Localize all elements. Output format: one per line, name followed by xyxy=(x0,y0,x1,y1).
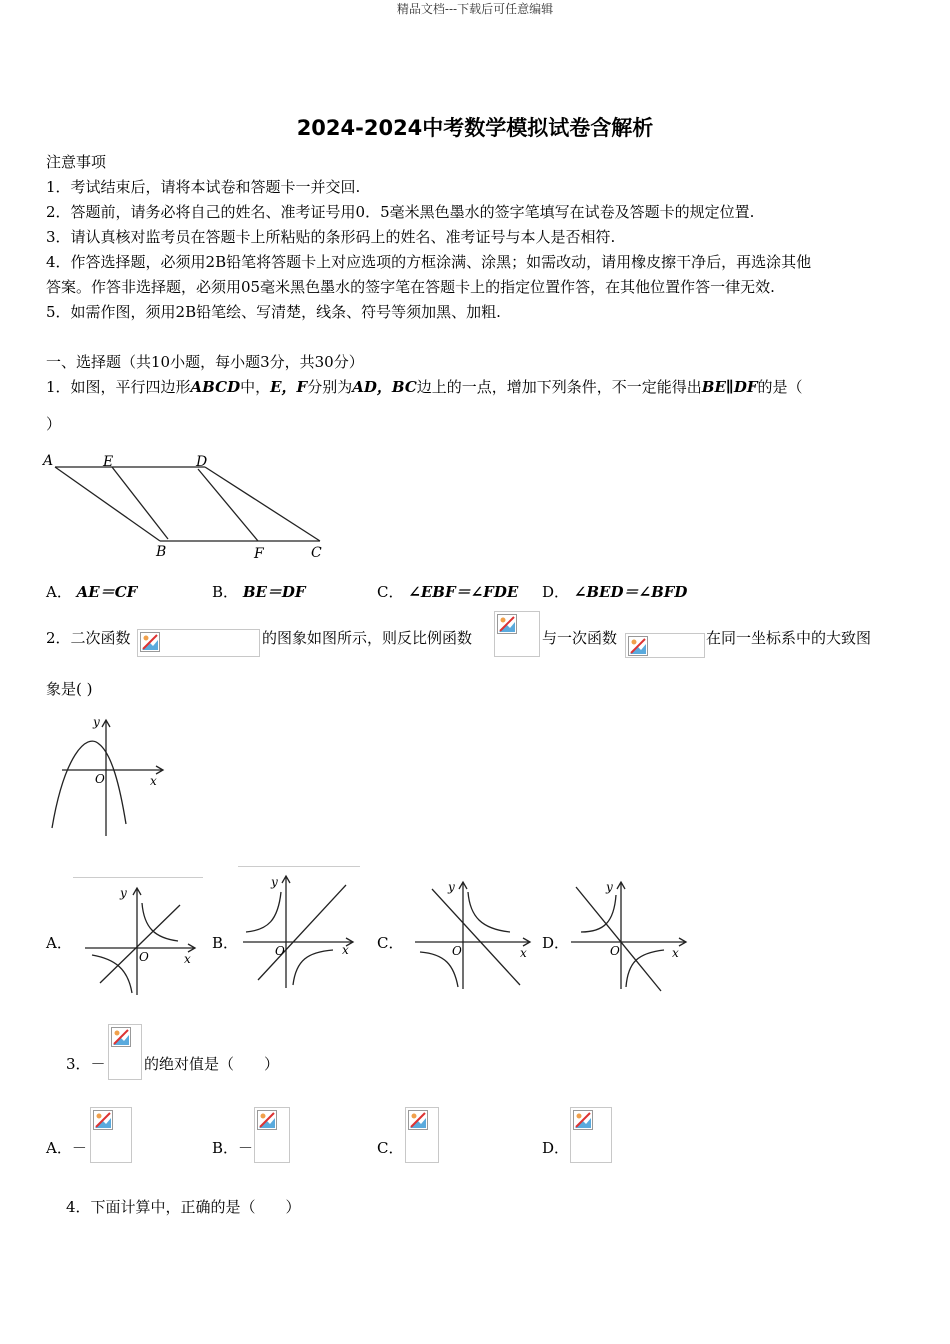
q2-option-d[interactable]: D． xyxy=(542,934,570,952)
q1-abcd: ABCD xyxy=(190,378,241,396)
notice-3: 3．请认真核对监考员在答题卡上所粘贴的条形码上的姓名、准考证号与本人是否相符. xyxy=(46,228,616,246)
seg-dc xyxy=(205,467,320,541)
q1-stem-end: ） xyxy=(46,415,62,433)
q2-text-2: 的图象如图所示，则反比例函数 xyxy=(262,629,473,647)
label-c: C xyxy=(311,545,322,561)
q3-option-b[interactable]: B．－ xyxy=(212,1139,254,1157)
notice-1: 1．考试结束后，请将本试卷和答题卡一并交回. xyxy=(46,178,361,196)
notice-heading: 注意事项 xyxy=(46,153,107,171)
q2-parabola-figure xyxy=(44,712,174,842)
notice-5: 5．如需作图，须用2B铅笔绘、写清楚，线条、符号等须加黑、加粗. xyxy=(46,303,501,321)
q1-text-5: 的是（ xyxy=(757,378,803,396)
q1-option-b[interactable]: B． BE＝DF xyxy=(212,583,306,601)
label-d: D xyxy=(196,454,208,470)
broken-image-icon xyxy=(494,611,540,657)
q2-b-label-x: x xyxy=(342,943,349,957)
q3-stem: 的绝对值是（ ） xyxy=(144,1055,280,1073)
q1-text-1: 1．如图，平行四边形 xyxy=(46,378,191,396)
broken-image-icon xyxy=(137,629,260,657)
q2-option-a[interactable]: A． xyxy=(46,934,72,952)
q1-option-a[interactable]: A． AE＝CF xyxy=(46,583,138,601)
broken-image-icon xyxy=(90,1107,132,1163)
broken-image-icon xyxy=(108,1024,142,1080)
q1-parallelogram-figure xyxy=(40,448,340,566)
label-b: B xyxy=(156,544,167,560)
q2-option-c-graph xyxy=(410,877,535,992)
q1-text-4: 边上的一点，增加下列条件，不一定能得出 xyxy=(416,378,702,396)
q2-a-label-y: y xyxy=(120,886,127,900)
q2-d-label-o: O xyxy=(610,944,620,958)
q2-option-d-graph xyxy=(566,877,691,992)
q1-text-3: 分别为 xyxy=(307,378,353,396)
q3-option-c[interactable]: C． xyxy=(377,1139,404,1157)
divider xyxy=(73,877,203,878)
notice-2: 2．答题前，请务必将自己的姓名、准考证号用0．5毫米黑色墨水的签字笔填写在试卷及答题卡的规定位置. xyxy=(46,203,755,221)
q1-option-c[interactable]: C． ∠EBF＝∠FDE xyxy=(377,583,519,601)
broken-image-icon xyxy=(405,1107,439,1163)
q1-adbc: AD，BC xyxy=(352,378,417,396)
header-note: 精品文档---下载后可任意编辑 xyxy=(396,2,554,16)
q2-fig-label-x: x xyxy=(150,774,157,788)
q3-option-a[interactable]: A．－ xyxy=(46,1139,87,1157)
q1-option-d[interactable]: D． ∠BED＝∠BFD xyxy=(542,583,688,601)
q1-stem xyxy=(46,376,803,397)
q2-d-label-x: x xyxy=(672,946,679,960)
broken-image-icon xyxy=(625,633,705,658)
q2-a-label-x: x xyxy=(184,952,191,966)
q2-c-label-y: y xyxy=(448,880,455,894)
label-e: E xyxy=(103,454,114,470)
q2-option-b[interactable]: B． xyxy=(212,934,239,952)
q1-text-2: 中， xyxy=(240,378,271,396)
q2-a-label-o: O xyxy=(139,950,149,964)
notice-4-cont: 答案。作答非选择题，必须用05毫米黑色墨水的签字笔在答题卡上的指定位置作答，在其他位置作答一律无效. xyxy=(46,278,775,296)
q2-d-label-y: y xyxy=(606,880,613,894)
q2-text-1: 2．二次函数 xyxy=(46,629,131,647)
label-a: A xyxy=(43,453,54,469)
q2-b-label-y: y xyxy=(271,875,278,889)
q2-option-b-graph xyxy=(238,870,358,990)
q2-text-4: 在同一坐标系中的大致图 xyxy=(706,629,872,647)
q3-option-d[interactable]: D． xyxy=(542,1139,570,1157)
seg-ab xyxy=(55,467,160,541)
q2-text-5: 象是( ) xyxy=(46,680,93,698)
notice-4: 4．作答选择题，必须用2B铅笔将答题卡上对应选项的方框涂满、涂黑；如需改动，请用橡皮擦干净后，再选涂其他 xyxy=(46,253,812,271)
label-f: F xyxy=(254,546,264,562)
q4-stem: 4．下面计算中，正确的是（ ） xyxy=(66,1198,301,1216)
q1-ef: E，F xyxy=(270,378,308,396)
broken-image-icon xyxy=(254,1107,290,1163)
section-heading: 一、选择题（共10小题，每小题3分，共30分） xyxy=(46,353,364,371)
q1-bedf: BE∥DF xyxy=(701,378,758,396)
q2-fig-label-y: y xyxy=(93,715,100,729)
q3-prefix: 3．－ xyxy=(66,1055,106,1073)
q2-text-3: 与一次函数 xyxy=(542,629,618,647)
broken-image-icon xyxy=(570,1107,612,1163)
q2-option-a-graph xyxy=(80,883,200,998)
q2-option-c[interactable]: C． xyxy=(377,934,404,952)
seg-be xyxy=(112,467,168,539)
seg-df xyxy=(198,469,258,541)
q2-c-label-x: x xyxy=(520,946,527,960)
q2-b-label-o: O xyxy=(275,944,285,958)
divider xyxy=(238,866,360,867)
page-title: 2024-2024中考数学模拟试卷含解析 xyxy=(296,116,654,140)
q2-c-label-o: O xyxy=(452,944,462,958)
q2-fig-label-o: O xyxy=(95,772,105,786)
